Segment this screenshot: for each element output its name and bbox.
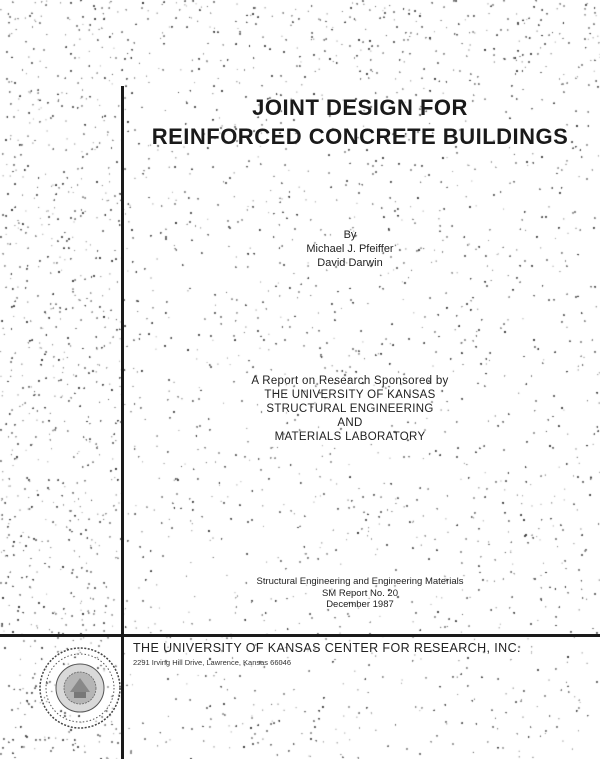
title-line-2: REINFORCED CONCRETE BUILDINGS: [151, 124, 569, 149]
sponsor-line-3: STRUCTURAL ENGINEERING: [266, 403, 434, 415]
university-seal-icon: [38, 646, 122, 730]
title-line-1: JOINT DESIGN FOR: [252, 95, 468, 120]
sponsor-line-5: MATERIALS LABORATORY: [274, 431, 426, 443]
sponsor-line-4: AND: [337, 417, 363, 429]
byline: [200, 228, 500, 270]
by-label: By: [343, 229, 357, 241]
report-info: [180, 576, 540, 611]
footer-organization: THE UNIVERSITY OF KANSAS CENTER FOR RESEARCH, INC.: [133, 641, 521, 655]
report-date: December 1987: [326, 599, 394, 610]
sponsor-line-2: THE UNIVERSITY OF KANSAS: [264, 389, 436, 401]
report-series: Structural Engineering and Engineering Materials: [256, 576, 464, 587]
footer-address: 2291 Irving Hill Drive, Lawrence, Kansas 66046: [133, 658, 292, 667]
author-1: Michael J. Pfeiffer: [306, 243, 394, 255]
report-number: SM Report No. 20: [321, 587, 399, 599]
sponsor-line-1: A Report on Research Sponsored by: [251, 375, 449, 387]
horizontal-rule: [0, 634, 600, 637]
sponsor-block: [180, 374, 520, 444]
author-2: David Darwin: [317, 257, 383, 269]
